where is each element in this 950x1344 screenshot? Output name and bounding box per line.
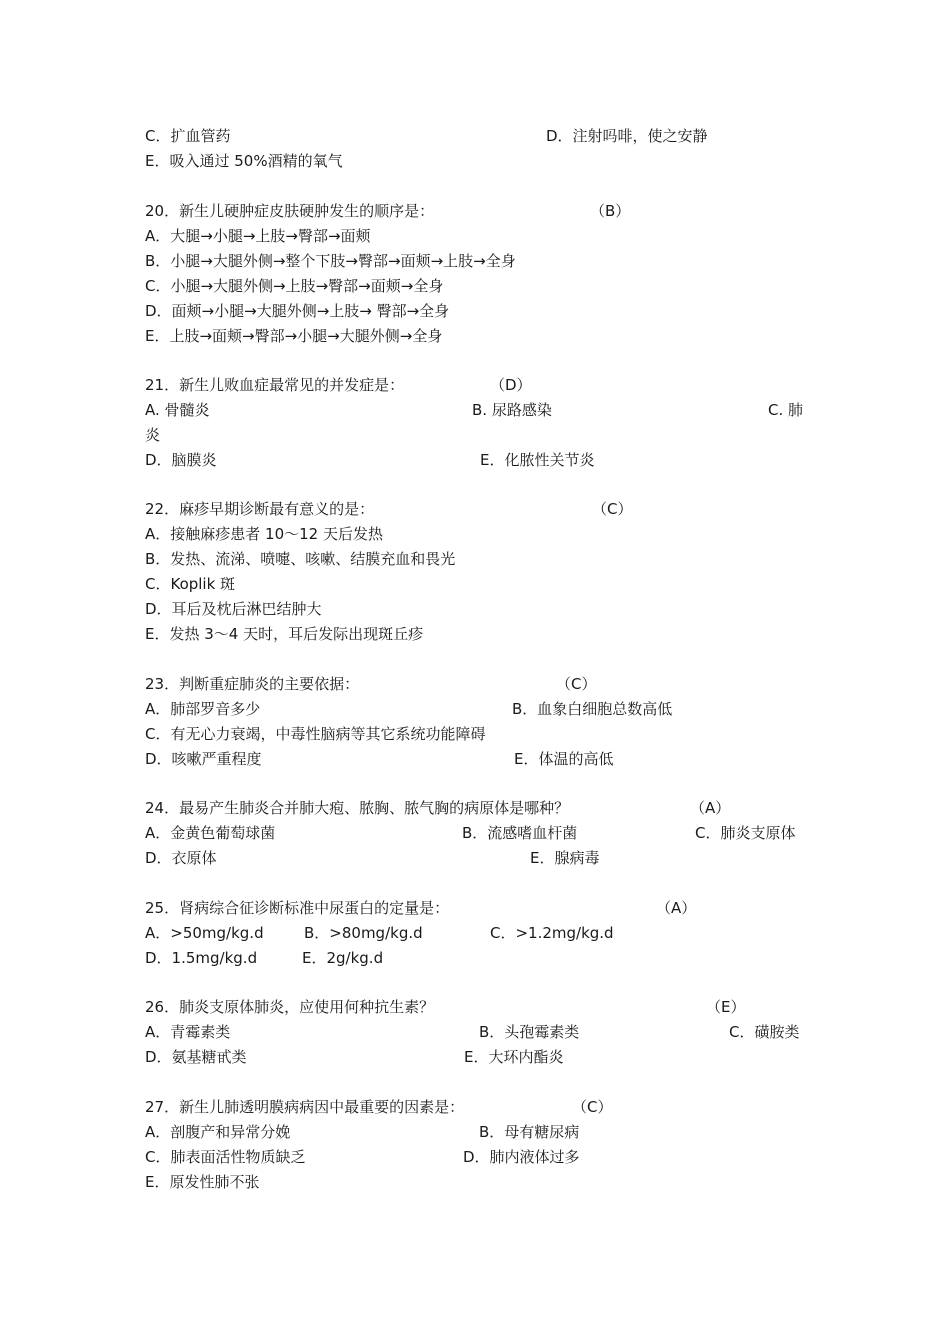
option-d: D．面颊→小腿→大腿外侧→上肢→ 臀部→全身	[145, 302, 450, 320]
option-c: C．>1.2mg/kg.d	[490, 924, 614, 942]
option-b: B．发热、流涕、喷嚏、咳嗽、结膜充血和畏光	[145, 550, 456, 568]
option-b: B．小腿→大腿外侧→整个下肢→臀部→面颊→上肢→全身	[145, 252, 516, 270]
answer-key: （B）	[590, 202, 631, 220]
option-d: D．脑膜炎	[145, 451, 217, 469]
option-e: E．吸入通过 50%酒精的氧气	[145, 152, 343, 170]
option-c: C．肺表面活性物质缺乏	[145, 1148, 306, 1166]
option-d: D．1.5mg/kg.d	[145, 949, 258, 967]
answer-key: （C）	[572, 1098, 613, 1116]
answer-key: （C）	[592, 500, 633, 518]
option-b: B．母有糖尿病	[479, 1123, 580, 1141]
option-d: D．耳后及枕后淋巴结肿大	[145, 600, 322, 618]
option-a: A．金黄色葡萄球菌	[145, 824, 276, 842]
option-c: C. 肺	[768, 401, 804, 419]
answer-key: （A）	[656, 899, 697, 917]
option-e: E．化脓性关节炎	[480, 451, 595, 469]
option-c: C．肺炎支原体	[695, 824, 796, 842]
option-b: B．流感嗜血杆菌	[462, 824, 578, 842]
option-a: A．青霉素类	[145, 1023, 231, 1041]
question-stem: 24．最易产生肺炎合并肺大疱、脓胸、脓气胸的病原体是哪种？	[145, 799, 570, 817]
option-c-wrap: 炎	[145, 426, 161, 444]
option-a: A．接触麻疹患者 10～12 天后发热	[145, 525, 383, 543]
option-d: D．衣原体	[145, 849, 217, 867]
option-e: E．腺病毒	[530, 849, 600, 867]
question-stem: 20．新生儿硬肿症皮肤硬肿发生的顺序是：	[145, 202, 435, 220]
option-e: E．原发性肺不张	[145, 1173, 260, 1191]
option-c: C．小腿→大腿外侧→上肢→臀部→面颊→全身	[145, 277, 444, 295]
answer-key: （A）	[690, 799, 731, 817]
option-b: B．头孢霉素类	[479, 1023, 580, 1041]
answer-key: （C）	[556, 675, 597, 693]
question-stem: 23．判断重症肺炎的主要依据：	[145, 675, 360, 693]
option-a: A．肺部罗音多少	[145, 700, 261, 718]
option-e: E．体温的高低	[514, 750, 614, 768]
option-b: B．>80mg/kg.d	[304, 924, 423, 942]
question-stem: 25．肾病综合征诊断标准中尿蛋白的定量是：	[145, 899, 450, 917]
option-d: D．肺内液体过多	[463, 1148, 580, 1166]
option-c: C．Koplik 斑	[145, 575, 236, 593]
question-stem: 26．肺炎支原体肺炎，应使用何种抗生素？	[145, 998, 435, 1016]
option-b: B. 尿路感染	[472, 401, 552, 419]
option-a: A．剖腹产和异常分娩	[145, 1123, 291, 1141]
option-e: E．2g/kg.d	[302, 949, 384, 967]
option-e: E．上肢→面颊→臀部→小腿→大腿外侧→全身	[145, 327, 443, 345]
question-stem: 22．麻疹早期诊断最有意义的是：	[145, 500, 375, 518]
option-d: D．氨基糖甙类	[145, 1048, 247, 1066]
option-c: C．磺胺类	[729, 1023, 800, 1041]
option-d: D．咳嗽严重程度	[145, 750, 262, 768]
option-e: E．大环内酯炎	[464, 1048, 564, 1066]
question-stem: 21．新生儿败血症最常见的并发症是：	[145, 376, 405, 394]
question-stem: 27．新生儿肺透明膜病病因中最重要的因素是：	[145, 1098, 465, 1116]
answer-key: （D）	[490, 376, 532, 394]
option-a: A. 骨髓炎	[145, 401, 210, 419]
option-c: C．有无心力衰竭，中毒性脑病等其它系统功能障碍	[145, 725, 486, 743]
answer-key: （E）	[706, 998, 746, 1016]
option-b: B．血象白细胞总数高低	[512, 700, 673, 718]
option-e: E．发热 3～4 天时，耳后发际出现斑丘疹	[145, 625, 424, 643]
option-a: A．>50mg/kg.d	[145, 924, 264, 942]
option-c: C．扩血管药	[145, 127, 231, 145]
option-a: A．大腿→小腿→上肢→臀部→面颊	[145, 227, 371, 245]
option-d: D．注射吗啡，使之安静	[546, 127, 708, 145]
